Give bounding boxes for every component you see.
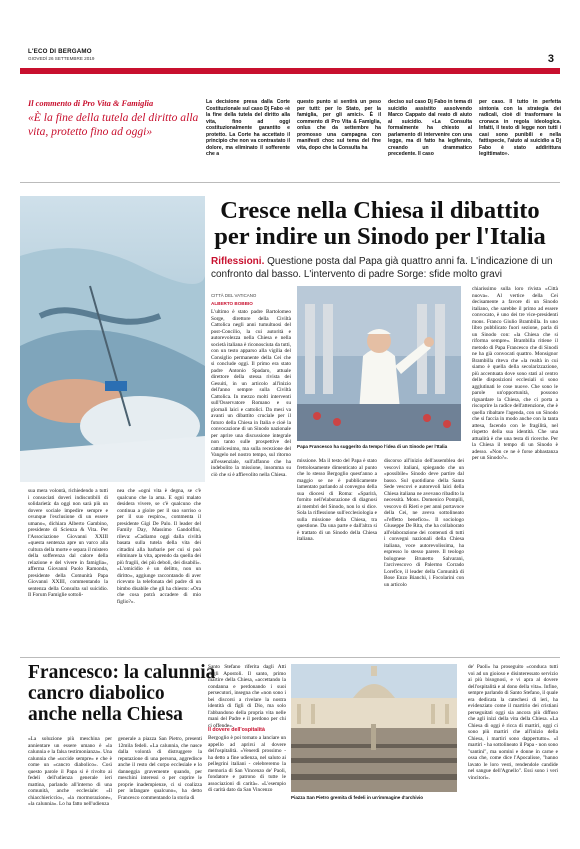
box-kicker: Il commento di Pro Vita & Famiglia (28, 99, 154, 108)
main-column-4: discorso all'inizio dell'assemblea dei vescovi italiani, spiegando che un «possibile» Sinodo deve partire dal basso. Sul quotidiano della Santa Sede vescovi e autorevoli laici della Chiesa italiana ne avevano ribadito la necessità. Mons. Domenico Pompili, vescovo di Rieti e per anni portavoce della Cei, ne aveva sottolineato «l'effetto benefico». Il sociologo Giuseppe De Rita, che ha collaborato all'elaborazione dei contenuti di tutti i convegni nazionali della Chiesa italiana, voce autorevolissima, ha espresso lo stesso parere. Il teologo bolognese Brunetto Salvarani, l'arcivescovo di Palermo Corrado Lorefice, il leader della Comunità di Bose Enzo Bianchi, i Focolarini con un articolo (384, 458, 464, 588)
bottom-column-4: de' Paoli» ha proseguito «conduca tutti voi ad un gioioso e disinteressato servizio ai più bisognosi, e vi apra al dovere dell'ospitalità e al dono della vita». Infine, sempre parlando di Santo Stefano, il quale era dedicata la catechesi di ieri, ha evidenziato come il martirio dei cristiani perseguitati oggi sia ancora più diffuso che agli inizi della vita della Chiesa. «La Chiesa di oggi è ricca di martiri, oggi ci sono più martiri che all'inizio della Chiesa, i martiri sono dappertutto». «I martiri - ha sottolineato il Papa - non sono "santini", ma uomini e donne in carne e ossa che, come dice l'Apocalisse, "hanno lavato le loro vesti, rendendole candide nel sangue dell'Agnello". Essi sono i veri vincitori». (468, 664, 558, 781)
main-standfirst (211, 256, 557, 281)
page-number: 3 (547, 53, 554, 65)
main-headline: Cresce nella Chiesa il dibattito per indire un Sinodo per l'Italia (214, 197, 546, 250)
standfirst-text: Questione posta dal Papa già quattro anni fa. L'indicazione di un confronto dal basso. L'intervento di padre Sorge: sfide molto gravi (211, 256, 553, 280)
bottom-divider (20, 657, 560, 658)
side-column-1: sua mera volontà, richiedendo a tutti i consociati doveri indiscutibili di solidarietà: da oggi non sarà più un dovere sociale impedire sempre e ovunque l'esclusione di un essere umano», dichiara Alberto Gambino, presidente di Scienza & Vita. Per l'Associazione Giovanni XXIII «questa sentenza apre un varco alla cultura della morte e separa il mistero della sofferenza dal calore della relazione e del vivere in famiglia», afferma Giovanni Paolo Ramonda, presidente della Comunità Papa Giovanni XXIII, commentando la sentenza della Consulta sul suicidio. Il Forum Famiglie sottoli- (28, 488, 109, 598)
pope-photo-caption: Papa Francesco ha suggerito da tempo l'idea di un Sinodo per l'Italia (297, 444, 448, 449)
main-column-1: L'ultimo è stato padre Bartolomeo Sorge, direttore della Civiltà Cattolica negli anni tumultuosi del post-Concilio, la cui autorità e autorevolezza nella Chiesa e nella società italiana è riconosciuta da tutti, con un testo apparso alla vigilia del Consiglio permanente della Cei che si conclude oggi. Il primo era stato padre Antonio Spadaro, attuale direttore della stessa rivista dei Gesuiti, in un articolo all'inizio dell'anno sempre sulla Civiltà Cattolica. In mezzo molti interventi sull'Osservatore Romano e su giornali laici e cattolici. Da mesi va avanti un dibattito cruciale per il futuro della Chiesa in Italia e cioè la convocazione di un Sinodo nazionale per aprire una discussione integrale non tanto sulle prospettive del cattolicesimo, ma sulla recezione del Vangelo nel nostro tempo, sul ritorno all'essenziale, sull'affanno che ha indebolito la missione, insomma su ciò che si è affievolito nella Chiesa. (211, 309, 292, 478)
bottom-column-3: Santo Stefano riferita dagli Atti degli Apostoli. Il santo, primo martire della Chiesa, «accettando la condanna e perdonando i suoi persecutori, insegna che «non sono i bei discorsi a rivelare la nostra identità di figli di Dio, ma solo l'abbandono della propria vita nelle mani del Padre e il perdono per chi ci offende». (208, 664, 286, 729)
hospital-photo (20, 196, 205, 482)
main-column-5: chiarissimo sulla loro rivista «Città nuova». Al vertice della Cei decisamente a favore di un Sinodo italiano, che sarebbe il primo ad essere convocato, è uno dei tre vice-presidenti mons. Franco Giulio Brambilla. In uno libro pubblicato fuori sezione, parla di un Sinodo con: «la Chiesa che si riforma sempre». Brambilla ritiene il metodo di Papa Francesco che di Sinodi ne ha già convocati quattro. Monsignor Brambilla riteva che «la realtà in cui siamo è quella della secolarizzazione, più accentuata dove sono stati al centro delle disposizioni ecclesiali si sono agglutinati le cose nuove. Che sono le parole un'opportunità, possono riguardare la Chiesa, che ci porta a riscoprire la radice dell'attenzione, che è quella ribaltare l'agenda, con un Sinodo che si faccia in modo anche con la tanta attesa, facendo con le fragilità, nel rispetto della sua identità. Che una attualità è che una testa di ricerche. Per la Chiesa il tempo di un Sinodo è adesso. «Non ce ne è forse abbastanza per un Sinodo?». (472, 286, 558, 461)
st-peters-photo-caption: Piazza San Pietro gremita di fedeli in un'immagine d'archivio (291, 795, 424, 800)
bottom-column-1: «La soluzione più meschina per annientare un essere umano è «la calunnia e la falsa testimonianza». Una calunnia che «uccide sempre» e che è come un «cancro diabolico». Così questo parole il Papa si è rivolto ai fedeli dell'udienza generale ieri mattina, parlando all'interno di una comunità, anche ecclesiale: «Il chiacchiericcio», «la mormorazione», «la calunnia». Lo ha fatto nell'udienza (28, 736, 112, 807)
box-column-1: La decisione presa dalla Corte Costituzionale sul caso Dj Fabo «è la fine della tutela del diritto alla vita, fino ad oggi costituzionalmente garantito e protetto. La Corte ha accettato il principio che non va contrastato il dolore, ma eliminato il sofferente che a (206, 99, 290, 157)
bottom-column-3b: Bergoglio è poi tornato a lanciare un appello ad aprirsi al dovere dell'ospitalità. «Venerdì prossimo - ha detto a fine udienza, nel saluto ai pellegrini italiani - celebreremo la memoria di San Vincenzo de' Paoli, fondatore e patrono di tutte le associazioni di carità». «L'esempio di carità dato da San Vincenzo (208, 735, 286, 793)
main-column-3: missione. Ma il testo del Papa è stato frettolosamente dimenticato al punto che lo stesso Bergoglio quest'anno a maggio se ne è pubblicamente lamentato parlando al convegno della sua diocesi di Roma: «Sparirà, fornito nell'elaborazione di diagnosi ai membri del Sinodo, non lo si dice. Sola la riflessione sull'ecclesiologia e sulla missione della Chiesa, tra questione. Da una parte e dall'altra si è trattato di un Sinodo della Chiesa italiana. (297, 458, 377, 542)
st-peters-square-photo (291, 664, 457, 792)
masthead (28, 48, 94, 62)
dateline: CITTÀ DEL VATICANO (211, 293, 257, 298)
standfirst-label: Riflessioni. (211, 256, 265, 267)
newspaper-name: L'ECO DI BERGAMO (28, 48, 92, 55)
bottom-headline: Francesco: la calunnia cancro diabolico anche nella Chiesa (28, 662, 216, 725)
header-rule (20, 68, 560, 74)
bottom-subhead: Il dovere dell'ospitalità (208, 727, 265, 733)
box-column-2: questo punto si sentirà un peso per tutti: per lo Stato, per la famiglia, per gli amici». È il commento di Pro Vita & Famiglia, onlus che da settembre ha promosso una campagna con manifesti choc sul tema del fine vita, dopo che la Consulta ha (297, 99, 381, 151)
issue-date: GIOVEDÌ 26 SETTEMBRE 2019 (28, 56, 95, 61)
box-column-3: deciso sul caso Dj Fabo in tema di suicidio assistito assolvendo Marco Cappato dal reato di aiuto al suicidio. «La Consulta formalmente ha chiesto al parlamento di intervenire con una legge, ma di fatto ha legiferato, creando un drammatico precedente. Il caso (388, 99, 472, 157)
box-quote: «È la fine della tutela del diritto alla vita, protetto fino ad oggi» (28, 111, 199, 138)
bottom-column-2: generale a piazza San Pietro, presenti 12mila fedeli. «La calunnia, che nasce dalla volontà di distruggere la reputazione di una persona, aggredisce anche il resto del corpo ecclesiale e lo danneggia gravemente quando, per meschini interessi o per coprire le proprie inadempienze, ci si coalizza per infangare qualcuno», ha detto Francesco commentando la storia di (118, 736, 202, 801)
side-column-2: nea che «ogni vita è degna, se c'è qualcuno che la ama. E ogni malato desidera vivere, se c'è qualcuno che continua a gioire per il suo sorriso o per il suo respiro», commenta il presidente Gigi De Palo. Il leader del Family Day, Massimo Gandolfini, rileva: «Cadiamo oggi dalla civiltà basata sulla tutela della vita dei cittadini alla barbarie per cui si può eliminare la vita, aprendo da quella dei più fragili, dei più deboli, dei disabili». «L'omicidio è un delitto, non un diritto», aggiunge raccontando di aver ricevuto la telefonata del padre di un bimbo disabile che gli ha chiesto: «Ora che cosa potrà accadere di mio figlio?». (117, 488, 201, 605)
pope-photo (297, 286, 461, 441)
box-column-4: per caso. Il tutto in perfetta sintonia con la strategia dei radicali, cioè di trasformare la cronaca in regola ideologica. Infatti, il testo di legge non tutti i casi sono punibili e nella fattispecie, l'aiuto al suicidio a Dj Fabo è stato addirittura legittimato». (479, 99, 561, 157)
section-divider (20, 182, 560, 183)
byline: ALBERTO BOBBIO (211, 301, 253, 306)
